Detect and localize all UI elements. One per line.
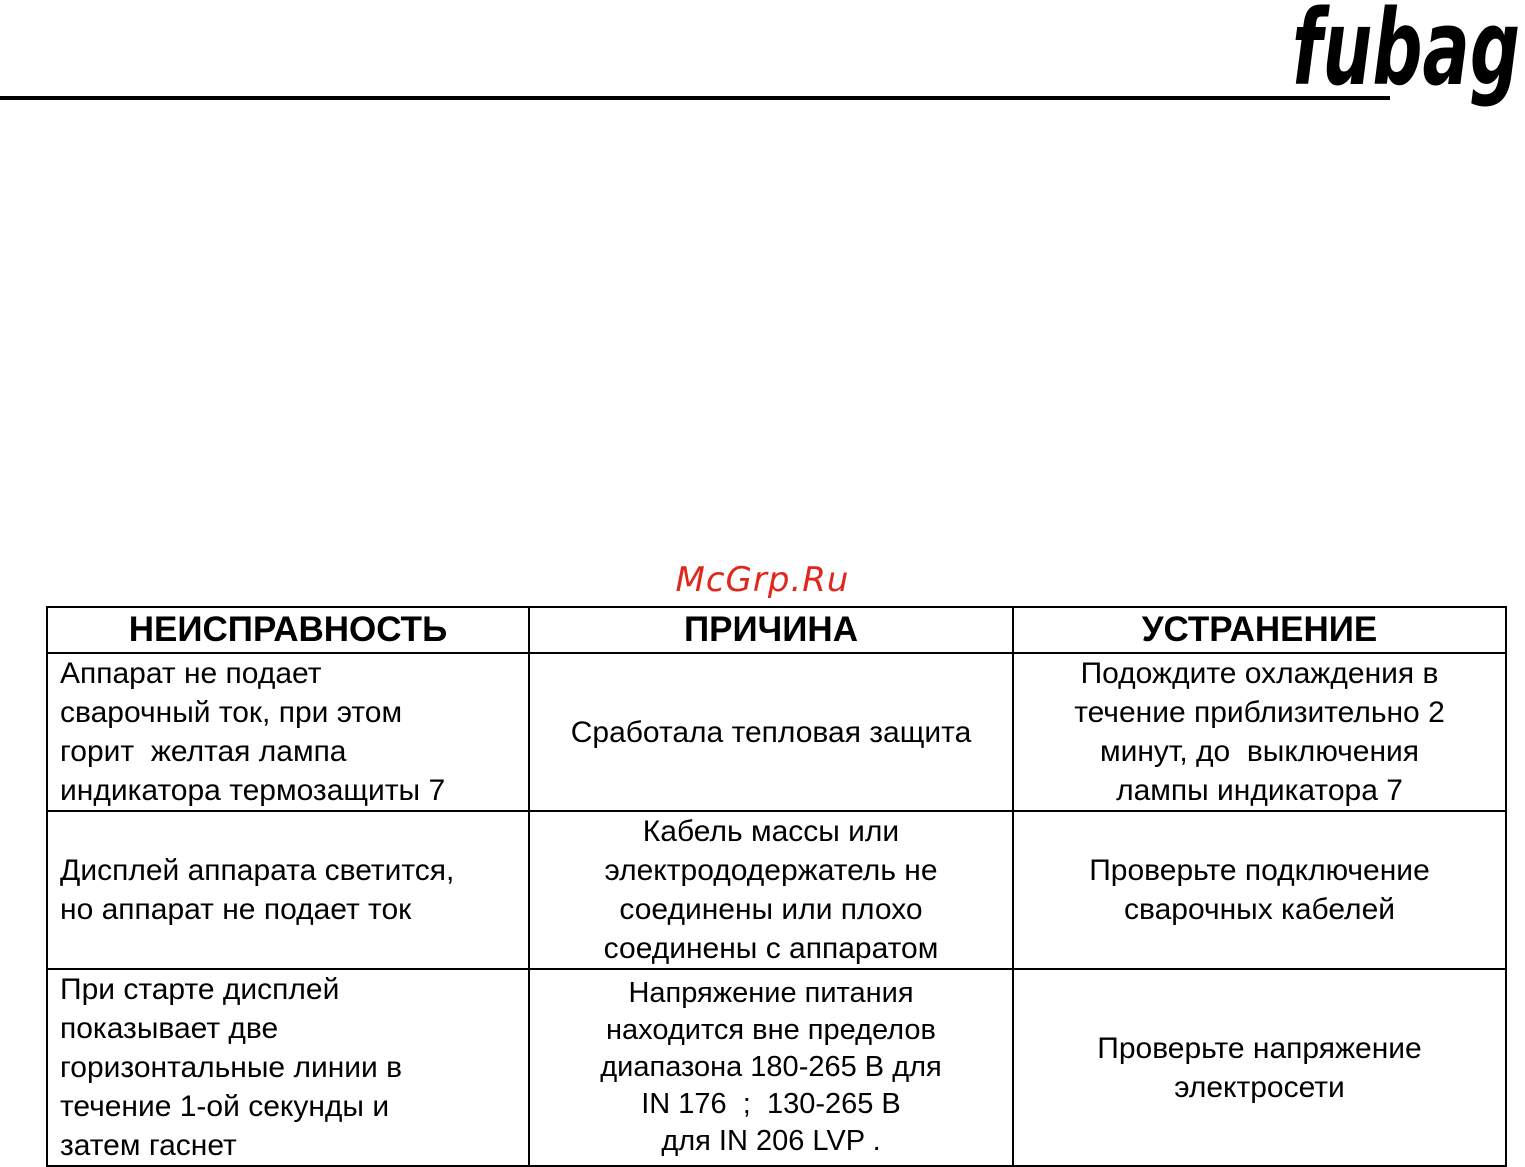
cell-line: для IN 206 LVP .	[661, 1125, 881, 1157]
table-row	[47, 653, 1506, 811]
table-row	[47, 969, 1506, 1166]
cell-line: течение приблизительно 2	[1074, 696, 1445, 729]
cell-line: сварочный ток, при этом	[60, 696, 403, 729]
remedy-cell	[1013, 969, 1506, 1166]
cell-line: индикатора термозащиты 7	[60, 774, 446, 807]
cell-line: горизонтальные линии в	[60, 1051, 403, 1084]
cell-line: IN 176 ; 130-265 В	[641, 1088, 901, 1120]
cell-line: Кабель массы или	[642, 815, 900, 848]
cause-cell	[529, 653, 1013, 811]
remedy-cell	[1013, 811, 1506, 969]
cell-line: Сработала тепловая защита	[570, 715, 972, 749]
cell-line: лампы индикатора 7	[1116, 774, 1403, 807]
cell-line: соединены с аппаратом	[603, 932, 939, 965]
troubleshooting-table	[46, 606, 1507, 1167]
cell-line: но аппарат не подает ток	[60, 893, 412, 926]
cell-line: показывает две	[60, 1012, 279, 1045]
table-header-row	[47, 607, 1506, 653]
cell-line: электрододержатель не	[604, 854, 938, 887]
header-remedy: УСТРАНЕНИЕ	[1013, 607, 1506, 653]
cell-line: сварочных кабелей	[1123, 893, 1396, 926]
cell-line: диапазона 180-265 В для	[600, 1051, 942, 1083]
cell-line: электросети	[1174, 1070, 1345, 1104]
fubag-logo	[1288, 0, 1525, 112]
svg-text:fubag: fubag	[1292, 0, 1520, 109]
cell-line: Проверьте напряжение	[1097, 1031, 1422, 1065]
cell-line: Дисплей аппарата светится,	[60, 854, 455, 887]
header-fault: НЕИСПРАВНОСТЬ	[47, 607, 529, 653]
header-cause: ПРИЧИНА	[529, 607, 1013, 653]
cell-line: При старте дисплей	[60, 973, 340, 1006]
cell-line: находится вне пределов	[606, 1014, 936, 1046]
header-rule	[0, 96, 1390, 100]
cell-line: Аппарат не подает	[60, 657, 322, 690]
cause-cell	[529, 969, 1013, 1166]
cell-line: течение 1-ой секунды и	[60, 1090, 390, 1123]
cell-line: Проверьте подключение	[1089, 854, 1430, 887]
cause-cell	[529, 811, 1013, 969]
remedy-cell	[1013, 653, 1506, 811]
watermark: McGrp.Ru	[675, 560, 850, 600]
cell-line: Напряжение питания	[628, 977, 914, 1009]
cell-line: горит желтая лампа	[60, 735, 347, 768]
fault-cell	[47, 969, 529, 1166]
fault-cell	[47, 811, 529, 969]
fault-cell	[47, 653, 529, 811]
cell-line: Подождите охлаждения в	[1080, 657, 1439, 690]
table-row	[47, 811, 1506, 969]
cell-line: минут, до выключения	[1099, 735, 1420, 768]
cell-line: затем гаснет	[60, 1129, 237, 1162]
cell-line: соединены или плохо	[619, 893, 923, 926]
